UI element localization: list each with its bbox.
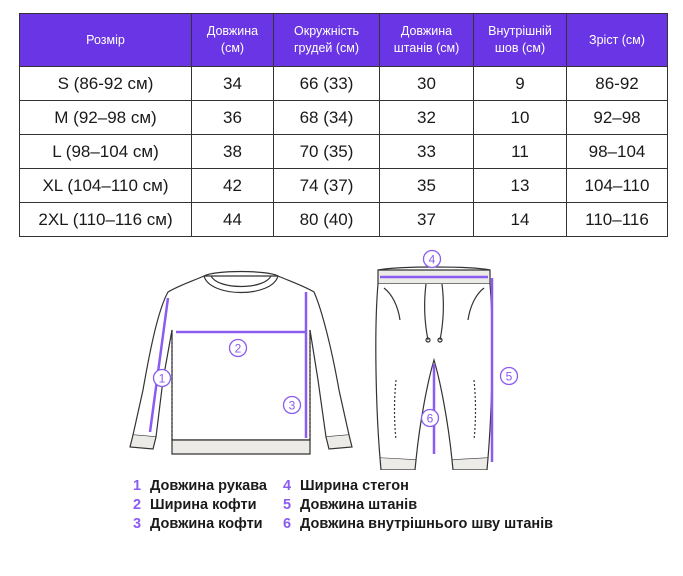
header-height: Зріст (см) <box>567 14 668 67</box>
marker-2-label: 2 <box>234 341 242 356</box>
legend-text: Ширина стегон <box>300 478 409 494</box>
legend-text: Ширина кофти <box>150 497 257 513</box>
header-chest: Окружність грудей (см) <box>274 14 380 67</box>
marker-6-label: 6 <box>426 411 434 426</box>
cell-length: 38 <box>192 135 274 169</box>
cell-length: 34 <box>192 67 274 101</box>
legend-number: 5 <box>283 497 292 513</box>
marker-1-label: 1 <box>158 371 166 386</box>
cell-inseam: 10 <box>474 101 567 135</box>
cell-size: 2XL (110–116 см) <box>20 203 192 237</box>
cell-height: 98–104 <box>567 135 668 169</box>
size-chart-table <box>19 13 668 237</box>
header-size: Розмір <box>20 14 192 67</box>
cell-chest: 74 (37) <box>274 169 380 203</box>
legend-item <box>283 515 553 534</box>
legend-text: Довжина штанів <box>300 497 418 513</box>
marker-2 <box>230 340 247 357</box>
marker-4 <box>424 251 441 268</box>
cell-pants-length: 30 <box>380 67 474 101</box>
legend-item <box>283 477 409 496</box>
sweatshirt-illustration <box>130 272 352 455</box>
cell-inseam: 14 <box>474 203 567 237</box>
legend-item <box>283 496 417 515</box>
cell-length: 36 <box>192 101 274 135</box>
marker-3 <box>284 397 301 414</box>
cell-height: 104–110 <box>567 169 668 203</box>
cell-length: 42 <box>192 169 274 203</box>
cell-pants-length: 37 <box>380 203 474 237</box>
cell-chest: 66 (33) <box>274 67 380 101</box>
table-row <box>20 169 668 203</box>
cell-size: M (92–98 см) <box>20 101 192 135</box>
legend-text: Довжина рукава <box>150 478 268 494</box>
cell-chest: 70 (35) <box>274 135 380 169</box>
header-pants-length: Довжина штанів (см) <box>380 14 474 67</box>
measurement-diagram <box>0 240 683 470</box>
cell-chest: 80 (40) <box>274 203 380 237</box>
cell-pants-length: 33 <box>380 135 474 169</box>
table-row <box>20 67 668 101</box>
cell-inseam: 13 <box>474 169 567 203</box>
cell-height: 92–98 <box>567 101 668 135</box>
legend-number: 6 <box>283 516 292 532</box>
marker-5 <box>501 368 518 385</box>
cell-pants-length: 35 <box>380 169 474 203</box>
marker-6 <box>422 410 439 427</box>
legend-text: Довжина кофти <box>150 516 263 532</box>
cell-size: S (86-92 см) <box>20 67 192 101</box>
legend-number: 2 <box>133 497 142 513</box>
marker-3-label: 3 <box>288 398 296 413</box>
marker-1 <box>154 370 171 387</box>
cell-chest: 68 (34) <box>274 101 380 135</box>
legend-text: Довжина внутрішнього шву штанів <box>300 516 554 532</box>
header-length: Довжина (см) <box>192 14 274 67</box>
marker-4-label: 4 <box>428 252 436 267</box>
cell-length: 44 <box>192 203 274 237</box>
legend-item <box>133 496 257 515</box>
table-row <box>20 135 668 169</box>
cell-pants-length: 32 <box>380 101 474 135</box>
legend-number: 4 <box>283 478 292 494</box>
legend-item <box>133 515 263 534</box>
legend-number: 1 <box>133 478 142 494</box>
marker-5-label: 5 <box>505 369 513 384</box>
table-row <box>20 101 668 135</box>
cell-inseam: 9 <box>474 67 567 101</box>
header-inseam: Внутрішній шов (см) <box>474 14 567 67</box>
cell-inseam: 11 <box>474 135 567 169</box>
cell-height: 86-92 <box>567 67 668 101</box>
cell-height: 110–116 <box>567 203 668 237</box>
table-row <box>20 203 668 237</box>
legend-number: 3 <box>133 516 142 532</box>
cell-size: XL (104–110 см) <box>20 169 192 203</box>
legend-item <box>133 477 267 496</box>
table-header-row <box>20 14 668 67</box>
cell-size: L (98–104 см) <box>20 135 192 169</box>
